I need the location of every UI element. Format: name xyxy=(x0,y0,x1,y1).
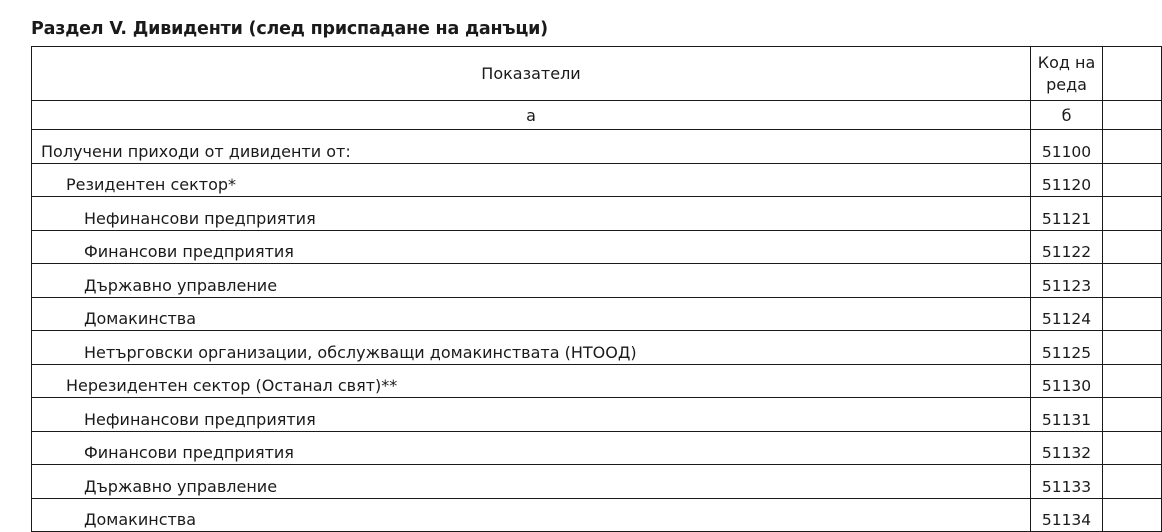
header-indicators: Показатели xyxy=(32,47,1031,101)
row-value-input[interactable] xyxy=(1103,465,1162,499)
row-value-input[interactable] xyxy=(1103,398,1162,432)
row-label: Държавно управление xyxy=(32,465,1031,499)
table-header-row xyxy=(32,47,1162,101)
row-label: Финансови предприятия xyxy=(32,431,1031,465)
row-code: 51131 xyxy=(1031,398,1103,432)
row-value-input[interactable] xyxy=(1103,197,1162,231)
table-row xyxy=(32,130,1162,164)
row-value-input[interactable] xyxy=(1103,230,1162,264)
header-value-cell xyxy=(1103,47,1162,101)
row-code: 51125 xyxy=(1031,331,1103,365)
dividends-table xyxy=(31,46,1162,532)
row-value-input[interactable] xyxy=(1103,264,1162,298)
row-code: 51134 xyxy=(1031,498,1103,532)
row-code: 51123 xyxy=(1031,264,1103,298)
section-title: Раздел V. Дивиденти (след приспадане на данъци) xyxy=(31,19,548,39)
table-row xyxy=(32,264,1162,298)
row-value-input[interactable] xyxy=(1103,364,1162,398)
row-label: Нетърговски организации, обслужващи домакинствата (НТООД) xyxy=(32,331,1031,365)
row-value-input[interactable] xyxy=(1103,431,1162,465)
subheader-code-letter: б xyxy=(1031,101,1103,130)
row-label: Нерезидентен сектор (Останал свят)** xyxy=(32,364,1031,398)
header-row-code: Код на реда xyxy=(1031,47,1103,101)
row-label: Нефинансови предприятия xyxy=(32,398,1031,432)
row-code: 51124 xyxy=(1031,297,1103,331)
table-row xyxy=(32,230,1162,264)
row-code: 51122 xyxy=(1031,230,1103,264)
row-label: Домакинства xyxy=(32,498,1031,532)
row-code: 51120 xyxy=(1031,163,1103,197)
subheader-label-letter: а xyxy=(32,101,1031,130)
table-row xyxy=(32,398,1162,432)
table-row xyxy=(32,197,1162,231)
table-row xyxy=(32,297,1162,331)
table-row xyxy=(32,364,1162,398)
row-value-input[interactable] xyxy=(1103,331,1162,365)
row-value-input[interactable] xyxy=(1103,297,1162,331)
row-label: Нефинансови предприятия xyxy=(32,197,1031,231)
row-code: 51121 xyxy=(1031,197,1103,231)
row-code: 51100 xyxy=(1031,130,1103,164)
row-label: Получени приходи от дивиденти от: xyxy=(32,130,1031,164)
row-label: Домакинства xyxy=(32,297,1031,331)
table-row xyxy=(32,331,1162,365)
row-value-input[interactable] xyxy=(1103,163,1162,197)
row-label: Финансови предприятия xyxy=(32,230,1031,264)
table-row xyxy=(32,163,1162,197)
table-subheader-row xyxy=(32,101,1162,130)
row-value-input[interactable] xyxy=(1103,130,1162,164)
row-label: Държавно управление xyxy=(32,264,1031,298)
row-code: 51132 xyxy=(1031,431,1103,465)
row-label: Резидентен сектор* xyxy=(32,163,1031,197)
table-row xyxy=(32,431,1162,465)
row-code: 51133 xyxy=(1031,465,1103,499)
row-value-input[interactable] xyxy=(1103,498,1162,532)
table-row xyxy=(32,498,1162,532)
row-code: 51130 xyxy=(1031,364,1103,398)
table-row xyxy=(32,465,1162,499)
subheader-value-cell xyxy=(1103,101,1162,130)
